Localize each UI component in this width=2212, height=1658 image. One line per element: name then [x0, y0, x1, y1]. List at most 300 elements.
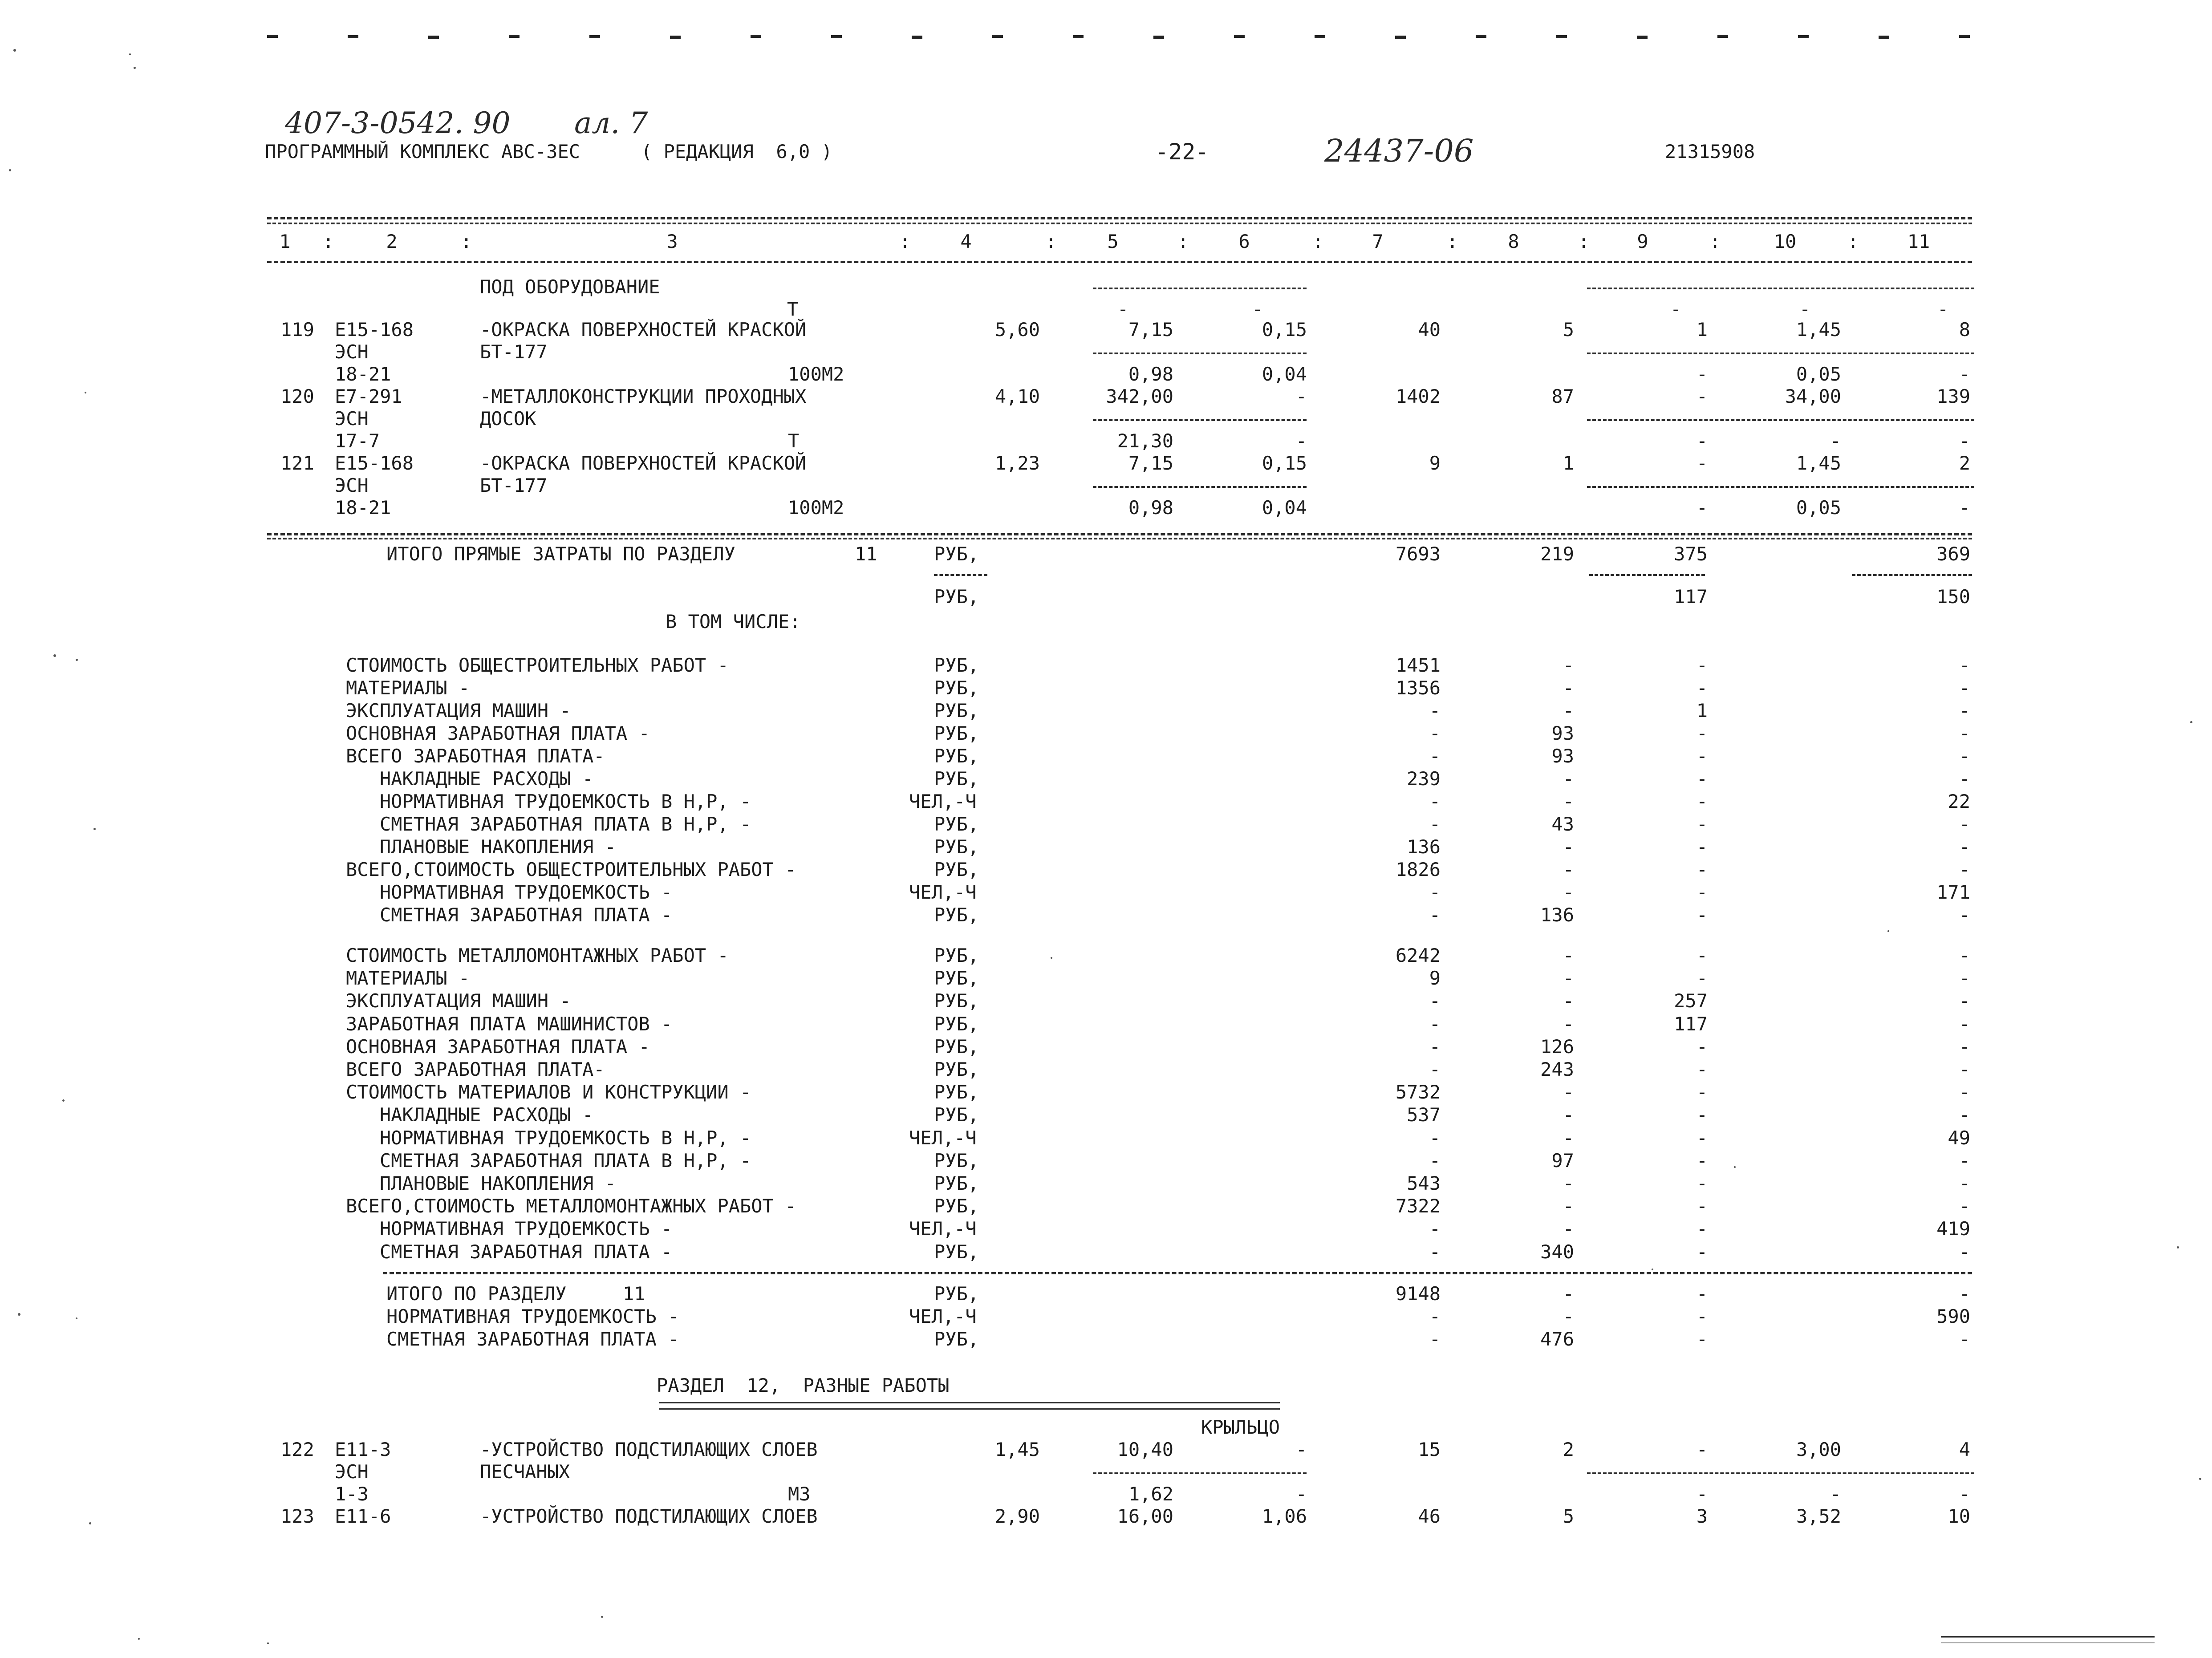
- scan-speck: [2199, 1478, 2201, 1480]
- breakdown-c7: 136: [1407, 836, 1441, 858]
- breakdown-unit: РУБ,: [934, 836, 979, 858]
- breakdown-c7: -: [1429, 745, 1441, 767]
- breakdown-label: СМЕТНАЯ ЗАРАБОТНАЯ ПЛАТА -: [346, 1240, 673, 1263]
- section-total-c9: -: [1696, 1305, 1708, 1327]
- cell-c11: 2: [1959, 452, 1970, 474]
- cell-c7: 9: [1429, 452, 1441, 474]
- dash-mark: -: [1252, 298, 1263, 320]
- item-description: -УСТРОЙСТВО ПОДСТИЛАЮЩИХ СЛОЕВ: [480, 1505, 818, 1527]
- totals-c8: 219: [1540, 543, 1574, 565]
- totals-c9: 375: [1674, 543, 1708, 565]
- cell-c4: 1,45: [994, 1439, 1040, 1460]
- breakdown-c11: -: [1959, 1013, 1970, 1035]
- scan-speck: [138, 1638, 140, 1640]
- section-total-unit: РУБ,: [934, 1328, 979, 1350]
- breakdown-c8: -: [1563, 1127, 1574, 1149]
- column-separator: :: [1847, 231, 1859, 252]
- totals-unit: РУБ,: [934, 543, 979, 565]
- breakdown-c11: -: [1959, 1081, 1970, 1103]
- cell-c6: 0,15: [1262, 319, 1307, 341]
- breakdown-label: ОСНОВНАЯ ЗАРАБОТНАЯ ПЛАТА -: [346, 722, 650, 744]
- breakdown-label: НОРМАТИВНАЯ ТРУДОЕМКОСТЬ -: [346, 1218, 673, 1240]
- breakdown-label: ОСНОВНАЯ ЗАРАБОТНАЯ ПЛАТА -: [346, 1035, 650, 1058]
- scan-speck: [53, 654, 56, 657]
- breakdown-label: НАКЛАДНЫЕ РАСХОДЫ -: [346, 1104, 594, 1126]
- breakdown-c11: -: [1959, 722, 1970, 744]
- breakdown-c11: -: [1959, 1104, 1970, 1126]
- breakdown-c9: -: [1696, 904, 1708, 926]
- breakdown-c7: 6242: [1395, 945, 1441, 966]
- cell-c9b: -: [1696, 430, 1708, 452]
- handwritten-sheet: ал. 7: [574, 106, 648, 140]
- item-unit: 100М2: [788, 497, 844, 519]
- row-divider: [1093, 1472, 1307, 1474]
- breakdown-c7: 1356: [1395, 677, 1441, 699]
- section-total-label: ИТОГО ПО РАЗДЕЛУ 11: [386, 1283, 645, 1305]
- section-total-c7: -: [1429, 1305, 1441, 1327]
- cell-c10: 1,45: [1796, 452, 1841, 474]
- breakdown-c8: 93: [1551, 722, 1574, 744]
- cell-c5: 10,40: [1117, 1439, 1173, 1460]
- breakdown-c9: -: [1696, 1081, 1708, 1103]
- breakdown-c7: -: [1429, 1240, 1441, 1263]
- breakdown-c9: -: [1696, 859, 1708, 880]
- item-code: Е15-168: [335, 452, 414, 474]
- cell-c9b: -: [1696, 363, 1708, 385]
- breakdown-c7: 543: [1407, 1172, 1441, 1194]
- column-number: 11: [1907, 231, 1930, 252]
- breakdown-c9: -: [1696, 1240, 1708, 1263]
- breakdown-unit: РУБ,: [934, 768, 979, 790]
- breakdown-c11: -: [1959, 945, 1970, 966]
- perforation-tick: [1153, 36, 1164, 39]
- breakdown-c7: -: [1429, 1035, 1441, 1058]
- perforation-tick: [751, 35, 761, 38]
- totals-c11-seg: [1852, 574, 1972, 576]
- dash-mark: -: [1799, 298, 1811, 320]
- cell-c11b: -: [1959, 1483, 1970, 1505]
- breakdown-label: СТОИМОСТЬ ОБЩЕСТРОИТЕЛЬНЫХ РАБОТ -: [346, 654, 729, 676]
- section-total-unit: ЧЕЛ,-Ч: [909, 1305, 977, 1327]
- breakdown-c8: -: [1563, 1104, 1574, 1126]
- breakdown-c11: -: [1959, 654, 1970, 676]
- breakdown-label: МАТЕРИАЛЫ -: [346, 967, 470, 989]
- perforation-tick: [1234, 35, 1245, 38]
- handwritten-code: 407-3-0542. 90: [285, 106, 511, 140]
- breakdown-c7: -: [1429, 1013, 1441, 1035]
- edition: ( РЕДАКЦИЯ 6,0 ): [641, 141, 832, 162]
- section-total-rule: [383, 1272, 1972, 1274]
- breakdown-c8: 136: [1540, 904, 1574, 926]
- row-divider: [1587, 353, 1974, 354]
- breakdown-c9: -: [1696, 1104, 1708, 1126]
- cell-c11b: -: [1959, 497, 1970, 519]
- row-divider: [1587, 486, 1974, 488]
- scan-speck: [93, 828, 96, 830]
- breakdown-c11: -: [1959, 1195, 1970, 1217]
- program-line: ПРОГРАММНЫЙ КОМПЛЕКС АВС-3ЕС: [265, 141, 580, 162]
- cell-c6: 1,06: [1262, 1505, 1307, 1527]
- cell-c10: 3,52: [1796, 1505, 1841, 1527]
- breakdown-c9: -: [1696, 967, 1708, 989]
- breakdown-c9: 1: [1696, 700, 1708, 722]
- cell-c7: 40: [1418, 319, 1441, 341]
- scan-speck: [601, 1616, 603, 1618]
- item-number: 119: [280, 319, 314, 341]
- perforation-tick: [992, 35, 1003, 38]
- section-total-c7: 9148: [1395, 1283, 1441, 1305]
- section12-underline-2: [659, 1408, 1280, 1410]
- row-divider: [1093, 353, 1307, 354]
- breakdown-c8: -: [1563, 990, 1574, 1012]
- section-total-c9: -: [1696, 1328, 1708, 1350]
- breakdown-c8: -: [1563, 677, 1574, 699]
- column-separator: :: [1578, 231, 1590, 252]
- section-total-c8: -: [1563, 1283, 1574, 1305]
- cell-c5b: 1,62: [1128, 1483, 1173, 1505]
- row-divider: [1587, 419, 1974, 421]
- item-code-2: ЭСН: [335, 408, 369, 430]
- breakdown-c9: -: [1696, 1195, 1708, 1217]
- breakdown-unit: РУБ,: [934, 1035, 979, 1058]
- cell-c5: 7,15: [1128, 452, 1173, 474]
- breakdown-c8: -: [1563, 1013, 1574, 1035]
- breakdown-c7: 7322: [1395, 1195, 1441, 1217]
- scan-speck: [1652, 1269, 1653, 1270]
- perforation-tick: [428, 36, 439, 39]
- cell-c8: 5: [1563, 319, 1574, 341]
- dash-mark: -: [1937, 298, 1949, 320]
- page-number: -22-: [1155, 139, 1209, 165]
- breakdown-c7: -: [1429, 1218, 1441, 1240]
- breakdown-c11: -: [1959, 836, 1970, 858]
- breakdown-unit: РУБ,: [934, 904, 979, 926]
- cell-c7: 1402: [1395, 385, 1441, 407]
- cell-c10: 3,00: [1796, 1439, 1841, 1460]
- item-description-2: БТ-177: [480, 474, 548, 496]
- breakdown-c8: -: [1563, 654, 1574, 676]
- breakdown-c8: -: [1563, 1081, 1574, 1103]
- scan-speck: [267, 1642, 269, 1644]
- breakdown-c7: -: [1429, 904, 1441, 926]
- totals-c11: 369: [1936, 543, 1970, 565]
- under-equipment-label: ПОД ОБОРУДОВАНИЕ: [480, 276, 660, 298]
- breakdown-c9: -: [1696, 813, 1708, 835]
- cell-c9: 1: [1696, 319, 1708, 341]
- breakdown-c8: 43: [1551, 813, 1574, 835]
- breakdown-c8: -: [1563, 768, 1574, 790]
- breakdown-label: СМЕТНАЯ ЗАРАБОТНАЯ ПЛАТА В Н,Р, -: [346, 813, 751, 835]
- cell-c11b: -: [1959, 363, 1970, 385]
- breakdown-c8: -: [1563, 790, 1574, 812]
- cell-c9: -: [1696, 1439, 1708, 1460]
- section-total-c11: 590: [1936, 1305, 1970, 1327]
- perforation-tick: [1315, 35, 1325, 38]
- including-label: В ТОМ ЧИСЛЕ:: [666, 611, 801, 632]
- cell-c6: 0,15: [1262, 452, 1307, 474]
- breakdown-label: СТОИМОСТЬ МАТЕРИАЛОВ И КОНСТРУКЦИИ -: [346, 1081, 751, 1103]
- cell-c9b: -: [1696, 497, 1708, 519]
- column-number: 6: [1238, 231, 1250, 252]
- cell-c7: 46: [1418, 1505, 1441, 1527]
- bottom-edge-line: [1941, 1636, 2155, 1638]
- breakdown-c8: 97: [1551, 1149, 1574, 1172]
- breakdown-c9: 257: [1674, 990, 1708, 1012]
- breakdown-c8: 243: [1540, 1058, 1574, 1080]
- item-code-3: 17-7: [335, 430, 380, 452]
- breakdown-unit: ЧЕЛ,-Ч: [909, 1127, 977, 1149]
- breakdown-c9: -: [1696, 677, 1708, 699]
- cell-c6b: 0,04: [1262, 363, 1307, 385]
- breakdown-c11: -: [1959, 904, 1970, 926]
- cell-c9b: -: [1696, 1483, 1708, 1505]
- breakdown-c7: -: [1429, 1149, 1441, 1172]
- breakdown-label: ЗАРАБОТНАЯ ПЛАТА МАШИНИСТОВ -: [346, 1013, 673, 1035]
- breakdown-unit: ЧЕЛ,-Ч: [909, 1218, 977, 1240]
- column-separator: :: [1312, 231, 1324, 252]
- porch-label: КРЫЛЬЦО: [1201, 1416, 1280, 1438]
- breakdown-c11: 22: [1948, 790, 1970, 812]
- breakdown-label: СТОИМОСТЬ МЕТАЛЛОМОНТАЖНЫХ РАБОТ -: [346, 945, 729, 966]
- cell-c5b: 21,30: [1117, 430, 1173, 452]
- cell-c10b: -: [1830, 430, 1841, 452]
- section-total-c8: 476: [1540, 1328, 1574, 1350]
- breakdown-label: ЭКСПЛУАТАЦИЯ МАШИН -: [346, 700, 571, 722]
- cell-c10: 34,00: [1785, 385, 1841, 407]
- section-total-label: СМЕТНАЯ ЗАРАБОТНАЯ ПЛАТА -: [386, 1328, 679, 1350]
- column-number: 10: [1774, 231, 1797, 252]
- breakdown-c9: -: [1696, 1149, 1708, 1172]
- column-number: 7: [1372, 231, 1384, 252]
- row-divider: [1093, 486, 1307, 488]
- perforation-tick: [1717, 35, 1728, 38]
- breakdown-c9: 117: [1674, 1013, 1708, 1035]
- breakdown-label: СМЕТНАЯ ЗАРАБОТНАЯ ПЛАТА В Н,Р, -: [346, 1149, 751, 1172]
- cell-c6b: -: [1295, 1483, 1307, 1505]
- perforation-tick: [831, 35, 842, 38]
- perforation-tick: [1798, 35, 1809, 38]
- item-description: -УСТРОЙСТВО ПОДСТИЛАЮЩИХ СЛОЕВ: [480, 1439, 818, 1460]
- breakdown-c7: -: [1429, 790, 1441, 812]
- doc-code: 21315908: [1665, 141, 1755, 162]
- breakdown-c11: 419: [1936, 1218, 1970, 1240]
- perforation-tick: [267, 35, 278, 38]
- breakdown-c8: -: [1563, 1218, 1574, 1240]
- breakdown-label: МАТЕРИАЛЫ -: [346, 677, 470, 699]
- section-total-c11: -: [1959, 1283, 1970, 1305]
- cell-c4: 4,10: [994, 385, 1040, 407]
- perforation-tick: [589, 35, 600, 38]
- breakdown-c11: 171: [1936, 881, 1970, 903]
- scan-speck: [85, 392, 86, 393]
- breakdown-c7: 1451: [1395, 654, 1441, 676]
- cell-c10b: 0,05: [1796, 363, 1841, 385]
- breakdown-unit: РУБ,: [934, 1013, 979, 1035]
- item-unit: 100М2: [788, 363, 844, 385]
- breakdown-c9: -: [1696, 745, 1708, 767]
- breakdown-c11: -: [1959, 1149, 1970, 1172]
- breakdown-c7: 1826: [1395, 859, 1441, 880]
- item-description-2: БТ-177: [480, 341, 548, 363]
- breakdown-c9: -: [1696, 768, 1708, 790]
- item-description: -ОКРАСКА ПОВЕРХНОСТЕЙ КРАСКОЙ: [480, 452, 807, 474]
- breakdown-label: НАКЛАДНЫЕ РАСХОДЫ -: [346, 768, 594, 790]
- breakdown-c8: -: [1563, 881, 1574, 903]
- totals-unit-seg: [934, 574, 987, 576]
- column-separator: :: [1045, 231, 1057, 252]
- item-number: 123: [280, 1505, 314, 1527]
- cell-c9: -: [1696, 385, 1708, 407]
- totals-c9-seg: [1589, 574, 1705, 576]
- breakdown-c7: -: [1429, 813, 1441, 835]
- scan-speck: [13, 49, 16, 52]
- totals-c11b: 150: [1936, 586, 1970, 608]
- totals-label: ИТОГО ПРЯМЫЕ ЗАТРАТЫ ПО РАЗДЕЛУ: [386, 543, 735, 565]
- dash-mark: -: [1670, 298, 1682, 320]
- item-code-2: ЭСН: [335, 1461, 369, 1483]
- breakdown-unit: РУБ,: [934, 745, 979, 767]
- breakdown-c11: -: [1959, 990, 1970, 1012]
- item-code: Е7-291: [335, 385, 402, 407]
- breakdown-label: НОРМАТИВНАЯ ТРУДОЕМКОСТЬ В Н,Р, -: [346, 790, 751, 812]
- breakdown-c9: -: [1696, 1058, 1708, 1080]
- row-divider: [1587, 1472, 1974, 1474]
- perforation-tick: [1959, 35, 1970, 38]
- breakdown-c11: -: [1959, 1172, 1970, 1194]
- item-unit: Т: [788, 430, 800, 452]
- scan-speck: [1734, 1166, 1736, 1168]
- column-number: 3: [666, 231, 678, 252]
- scan-speck: [134, 67, 136, 69]
- breakdown-c8: 340: [1540, 1240, 1574, 1263]
- breakdown-unit: ЧЕЛ,-Ч: [909, 790, 977, 812]
- cell-c10b: 0,05: [1796, 497, 1841, 519]
- cell-c11: 4: [1959, 1439, 1970, 1460]
- breakdown-c7: -: [1429, 700, 1441, 722]
- breakdown-c11: -: [1959, 859, 1970, 880]
- breakdown-unit: РУБ,: [934, 722, 979, 744]
- breakdown-unit: ЧЕЛ,-Ч: [909, 881, 977, 903]
- breakdown-label: ВСЕГО ЗАРАБОТНАЯ ПЛАТА-: [346, 745, 605, 767]
- breakdown-label: НОРМАТИВНАЯ ТРУДОЕМКОСТЬ В Н,Р, -: [346, 1127, 751, 1149]
- cell-c4: 1,23: [994, 452, 1040, 474]
- section12-underline: [659, 1402, 1280, 1403]
- breakdown-unit: РУБ,: [934, 1240, 979, 1263]
- cell-c5: 7,15: [1128, 319, 1173, 341]
- breakdown-c9: -: [1696, 881, 1708, 903]
- column-separator: :: [1447, 231, 1458, 252]
- breakdown-c9: -: [1696, 790, 1708, 812]
- breakdown-unit: РУБ,: [934, 654, 979, 676]
- item-code: Е11-3: [335, 1439, 391, 1460]
- item-code: Е15-168: [335, 319, 414, 341]
- totals-unit-2: РУБ,: [934, 586, 979, 608]
- breakdown-label: СМЕТНАЯ ЗАРАБОТНАЯ ПЛАТА -: [346, 904, 673, 926]
- breakdown-c8: 126: [1540, 1035, 1574, 1058]
- breakdown-c7: -: [1429, 1127, 1441, 1149]
- perforation-tick: [670, 36, 681, 39]
- breakdown-c11: -: [1959, 700, 1970, 722]
- column-number: 2: [386, 231, 398, 252]
- section-total-c9: -: [1696, 1283, 1708, 1305]
- totals-c9b: 117: [1674, 586, 1708, 608]
- breakdown-c8: 93: [1551, 745, 1574, 767]
- scan-speck: [129, 53, 131, 55]
- totals-c7: 7693: [1395, 543, 1441, 565]
- totals-rule-2: [267, 538, 1972, 539]
- breakdown-c7: -: [1429, 722, 1441, 744]
- perforation-tick: [1879, 36, 1889, 39]
- breakdown-unit: РУБ,: [934, 1058, 979, 1080]
- scan-speck: [89, 1522, 91, 1524]
- breakdown-c9: -: [1696, 836, 1708, 858]
- breakdown-c9: -: [1696, 722, 1708, 744]
- breakdown-c11: -: [1959, 967, 1970, 989]
- breakdown-c8: -: [1563, 836, 1574, 858]
- breakdown-unit: РУБ,: [934, 859, 979, 880]
- scan-speck: [76, 659, 78, 661]
- cell-c4: 5,60: [994, 319, 1040, 341]
- breakdown-label: ПЛАНОВЫЕ НАКОПЛЕНИЯ -: [346, 836, 616, 858]
- column-separator: :: [1177, 231, 1189, 252]
- cell-c11: 139: [1936, 385, 1970, 407]
- scan-speck: [62, 1099, 65, 1102]
- handwritten-number: 24437-06: [1324, 133, 1474, 169]
- column-separator: :: [323, 231, 334, 252]
- breakdown-c11: -: [1959, 677, 1970, 699]
- scan-speck: [2190, 721, 2192, 723]
- perforation-tick: [1073, 35, 1084, 38]
- item-code-3: 18-21: [335, 497, 391, 519]
- perforation-tick: [509, 35, 520, 38]
- bottom-edge-line-2: [1941, 1642, 2155, 1643]
- row-divider: [1093, 288, 1307, 289]
- cell-c5b: 0,98: [1128, 363, 1173, 385]
- breakdown-c7: -: [1429, 1058, 1441, 1080]
- breakdown-unit: РУБ,: [934, 813, 979, 835]
- cell-c8: 2: [1563, 1439, 1574, 1460]
- cell-c6: -: [1295, 1439, 1307, 1460]
- breakdown-c7: 239: [1407, 768, 1441, 790]
- breakdown-c9: -: [1696, 654, 1708, 676]
- header-rule-top-2: [267, 223, 1972, 224]
- breakdown-unit: РУБ,: [934, 1149, 979, 1172]
- breakdown-label: ВСЕГО,СТОИМОСТЬ ОБЩЕСТРОИТЕЛЬНЫХ РАБОТ -: [346, 859, 796, 880]
- column-separator: :: [1709, 231, 1721, 252]
- cell-c11: 10: [1948, 1505, 1970, 1527]
- item-number: 122: [280, 1439, 314, 1460]
- section-total-label: НОРМАТИВНАЯ ТРУДОЕМКОСТЬ -: [386, 1305, 679, 1327]
- scan-speck: [1051, 957, 1052, 959]
- breakdown-c8: -: [1563, 1195, 1574, 1217]
- cell-c8: 1: [1563, 452, 1574, 474]
- breakdown-label: НОРМАТИВНАЯ ТРУДОЕМКОСТЬ -: [346, 881, 673, 903]
- breakdown-c11: -: [1959, 745, 1970, 767]
- totals-rule: [267, 533, 1972, 535]
- cell-c6b: 0,04: [1262, 497, 1307, 519]
- breakdown-unit: РУБ,: [934, 1195, 979, 1217]
- cell-c5: 16,00: [1117, 1505, 1173, 1527]
- breakdown-c9: -: [1696, 1127, 1708, 1149]
- totals-section: 11: [855, 543, 877, 565]
- scan-speck: [1887, 930, 1889, 932]
- item-code-2: ЭСН: [335, 341, 369, 363]
- item-code-3: 1-3: [335, 1483, 369, 1505]
- breakdown-unit: РУБ,: [934, 945, 979, 966]
- item-code-2: ЭСН: [335, 474, 369, 496]
- cell-c9: 3: [1696, 1505, 1708, 1527]
- breakdown-unit: РУБ,: [934, 700, 979, 722]
